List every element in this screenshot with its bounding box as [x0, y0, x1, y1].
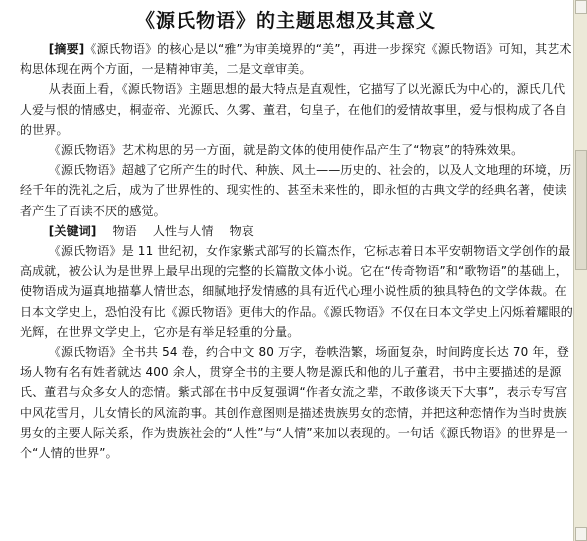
abstract-paragraph-1 — [20, 39, 574, 79]
scroll-thumb[interactable] — [575, 150, 587, 270]
keyword-3: 物哀 — [229, 223, 254, 238]
document-body — [20, 39, 574, 463]
scroll-down-button[interactable] — [575, 527, 587, 541]
keyword-1: 物语 — [112, 223, 137, 238]
document-title: 《源氏物语》的主题思想及其意义 — [135, 10, 436, 32]
abstract-paragraph-2: 从表面上看，《源氏物语》主题思想的最大特点是直观性，它描写了以光源氏为中心的，源氏几代人爱与恨的情感史，桐壶帝、光源氏、久雾、董君，匂皇子，在他们的爱情故事里，爱与恨构成了各自的世界。 — [20, 82, 567, 137]
vertical-scrollbar[interactable] — [573, 0, 587, 541]
body-paragraph-1: 《源氏物语》是 11 世纪初，女作家紫式部写的长篇杰作，它标志着日本平安朝物语文学创作的最高成就，被公认为是世界上最早出现的完整的长篇散文体小说。它在“传奇物语”和“歌物语”的基础上，使物语成为逼真地描摹人情世态，细腻地抒发情感的具有近代心理小说性质的独具特色的文学体裁。在日本文学史上，恐怕没有比《源氏物语》更伟大的作品。《源氏物语》不仅在日本文学史上闪烁着耀眼的光辉，在世界文学史上，它亦是有举足轻重的分量。 — [20, 244, 573, 339]
body-paragraph-2: 《源氏物语》全书共 54 卷，约合中文 80 万字，卷帙浩繁，场面复杂，时间跨度长达 70 年，登场人物有名有姓者就达 400 余人，贯穿全书的主要人物是源氏和他的儿子董君，书中主要描述的是源氏、董君与众多女人的恋情。紫式部在书中反复强调“作者女流之辈，不敢侈谈天下大事”，表示专写宫中风花雪月，儿女情长的风流韵事。其创作意图则是描述贵族男女的恋情，并把这种恋情作为当时贵族男女的主要人际关系，作为贵族社会的“人性”与“人情”来加以表现的。一句话《源氏物语》的世界是一个“人情的世界”。 — [20, 345, 569, 461]
keyword-2: 人性与人情 — [152, 223, 214, 238]
abstract-text-1: 《源氏物语》的核心是以“雅”为审美境界的“美”，再进一步探究《源氏物语》可知，其艺术构思体现在两个方面，一是精神审美，二是文章审美。 — [20, 42, 572, 77]
scroll-up-button[interactable] — [575, 0, 587, 14]
abstract-label: [摘要] — [48, 42, 85, 56]
abstract-paragraph-3: 《源氏物语》艺术构思的另一方面，就是韵文体的使用使作品产生了“物哀”的特殊效果。 — [48, 143, 524, 158]
keywords-label: [关键词] — [48, 223, 97, 238]
abstract-paragraph-4: 《源氏物语》超越了它所产生的时代、种族、风土——历史的、社会的，以及人文地理的环境，历经千年的洗礼之后，成为了世界性的、现实性的、甚至未来性的，即永恒的古典文学的经典名著，使读者产生了百读不厌的感觉。 — [20, 163, 572, 218]
keywords-line — [20, 221, 574, 241]
